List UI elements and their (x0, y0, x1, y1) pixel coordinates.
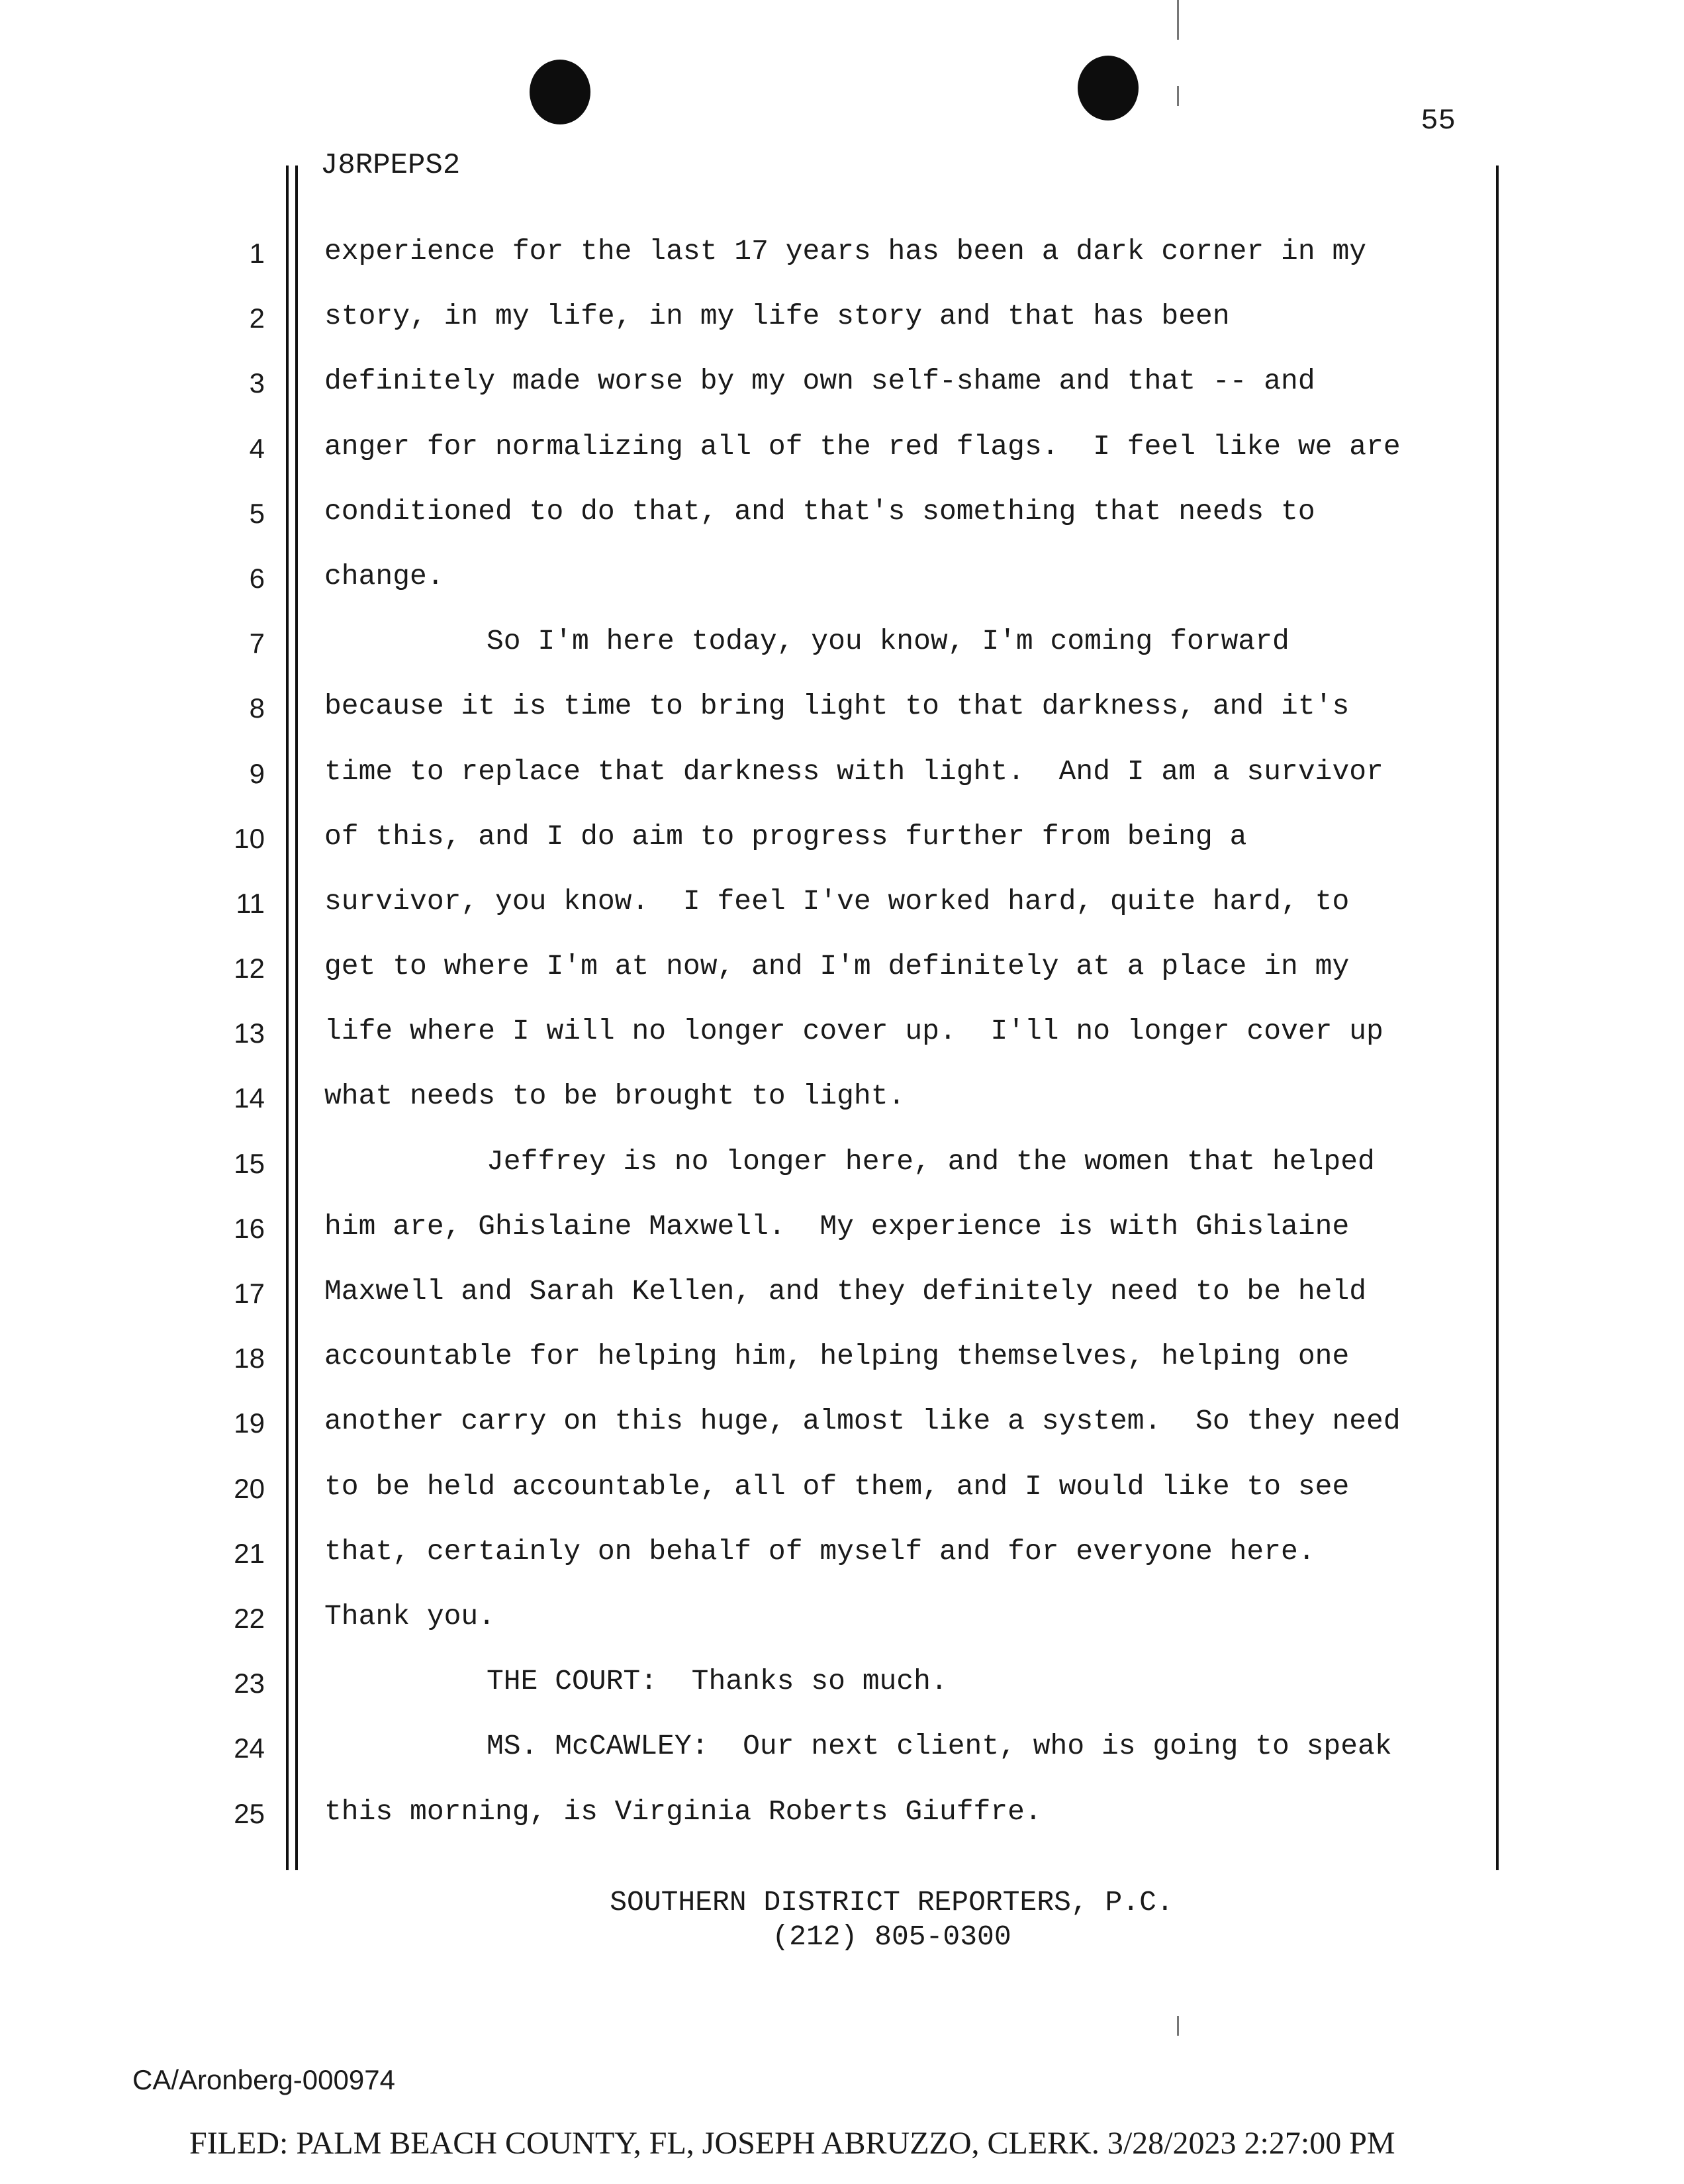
filed-stamp: FILED: PALM BEACH COUNTY, FL, JOSEPH ABRUZZO, CLERK. 3/28/2023 2:27:00 PM (189, 2126, 1395, 2161)
line-text: anger for normalizing all of the red flags. I feel like we are (324, 430, 1401, 463)
transcript-line (0, 1080, 1684, 1145)
line-number: 18 (234, 1343, 265, 1374)
transcript-line (0, 1665, 1684, 1730)
transcript-line (0, 1600, 1684, 1665)
line-number: 24 (234, 1733, 265, 1764)
scan-mark (1177, 0, 1179, 40)
line-number: 20 (234, 1472, 265, 1504)
line-number: 3 (249, 367, 265, 399)
transcript-line (0, 1340, 1684, 1405)
line-text: So I'm here today, you know, I'm coming forward (487, 625, 1289, 658)
line-text: story, in my life, in my life story and that has been (324, 300, 1230, 333)
line-text: another carry on this huge, almost like a system. So they need (324, 1405, 1401, 1438)
transcript-line (0, 1470, 1684, 1535)
line-number: 8 (249, 692, 265, 724)
line-text: time to replace that darkness with light. And I am a survivor (324, 755, 1383, 788)
line-number: 12 (234, 953, 265, 984)
line-number: 6 (249, 562, 265, 594)
line-text: conditioned to do that, and that's something that needs to (324, 495, 1315, 528)
transcript-line (0, 1145, 1684, 1210)
transcript-line (0, 1795, 1684, 1860)
line-number: 10 (234, 822, 265, 854)
transcript-line (0, 235, 1684, 300)
transcript-line (0, 495, 1684, 560)
line-number: 2 (249, 303, 265, 334)
line-number: 1 (249, 238, 265, 269)
transcript-line (0, 1405, 1684, 1470)
transcript-line (0, 1275, 1684, 1340)
transcript-line (0, 1210, 1684, 1275)
transcript-line (0, 1015, 1684, 1080)
transcript-line (0, 950, 1684, 1015)
transcript-line (0, 820, 1684, 885)
transcript-line (0, 560, 1684, 625)
line-number: 4 (249, 432, 265, 464)
transcript-line (0, 690, 1684, 755)
line-text: because it is time to bring light to that darkness, and it's (324, 690, 1350, 723)
line-number: 16 (234, 1212, 265, 1244)
line-text: what needs to be brought to light. (324, 1080, 906, 1113)
line-number: 22 (234, 1602, 265, 1634)
line-text: THE COURT: Thanks so much. (487, 1665, 948, 1698)
transcript-line (0, 1730, 1684, 1795)
line-number: 11 (236, 887, 265, 919)
transcript-line (0, 300, 1684, 365)
transcript-body (0, 235, 1684, 1860)
bates-number: CA/Aronberg-000974 (132, 2064, 395, 2095)
transcript-line (0, 755, 1684, 820)
line-text: change. (324, 559, 444, 593)
line-number: 7 (249, 628, 265, 659)
line-number: 21 (234, 1537, 265, 1569)
transcript-line (0, 365, 1684, 430)
line-number: 23 (234, 1668, 265, 1699)
reporter-phone: (212) 805-0300 (772, 1921, 1011, 1953)
reporter-name: SOUTHERN DISTRICT REPORTERS, P.C. (610, 1886, 1174, 1919)
scan-mark (1177, 2016, 1179, 2036)
line-text: life where I will no longer cover up. I'll no longer cover up (324, 1015, 1383, 1048)
transcript-line (0, 625, 1684, 690)
line-number: 19 (234, 1407, 265, 1439)
reporter-block (0, 1885, 1684, 1954)
line-text: Maxwell and Sarah Kellen, and they definitely need to be held (324, 1275, 1367, 1307)
line-number: 15 (234, 1147, 265, 1179)
line-number: 9 (249, 757, 265, 789)
line-text: this morning, is Virginia Roberts Giuffre. (324, 1795, 1042, 1828)
line-number: 14 (234, 1082, 265, 1114)
line-text: get to where I'm at now, and I'm definitely at a place in my (324, 950, 1350, 983)
transcript-line (0, 430, 1684, 495)
page-number: 55 (1421, 105, 1456, 138)
line-text: of this, and I do aim to progress further from being a (324, 820, 1247, 853)
line-text: experience for the last 17 years has been a dark corner in my (324, 235, 1367, 267)
line-number: 13 (234, 1018, 265, 1049)
line-text: that, certainly on behalf of myself and for everyone here. (324, 1535, 1315, 1568)
scan-mark (1177, 86, 1179, 106)
line-text: MS. McCAWLEY: Our next client, who is going to speak (487, 1730, 1392, 1763)
line-number: 17 (234, 1278, 265, 1309)
line-text: Thank you. (324, 1599, 496, 1633)
line-text: him are, Ghislaine Maxwell. My experience is with Ghislaine (324, 1210, 1350, 1243)
line-text: to be held accountable, all of them, and I would like to see (324, 1470, 1350, 1503)
line-number: 5 (249, 497, 265, 529)
document-code: J8RPEPS2 (320, 149, 461, 182)
punch-hole-right (1078, 56, 1139, 120)
transcript-line (0, 1535, 1684, 1600)
line-text: survivor, you know. I feel I've worked hard, quite hard, to (324, 884, 1350, 918)
punch-hole-left (530, 60, 590, 124)
transcript-line (0, 885, 1684, 950)
line-number: 25 (234, 1797, 265, 1829)
line-text: Jeffrey is no longer here, and the women that helped (487, 1145, 1375, 1178)
line-text: definitely made worse by my own self-shame and that -- and (324, 365, 1315, 398)
line-text: accountable for helping him, helping themselves, helping one (324, 1340, 1350, 1373)
